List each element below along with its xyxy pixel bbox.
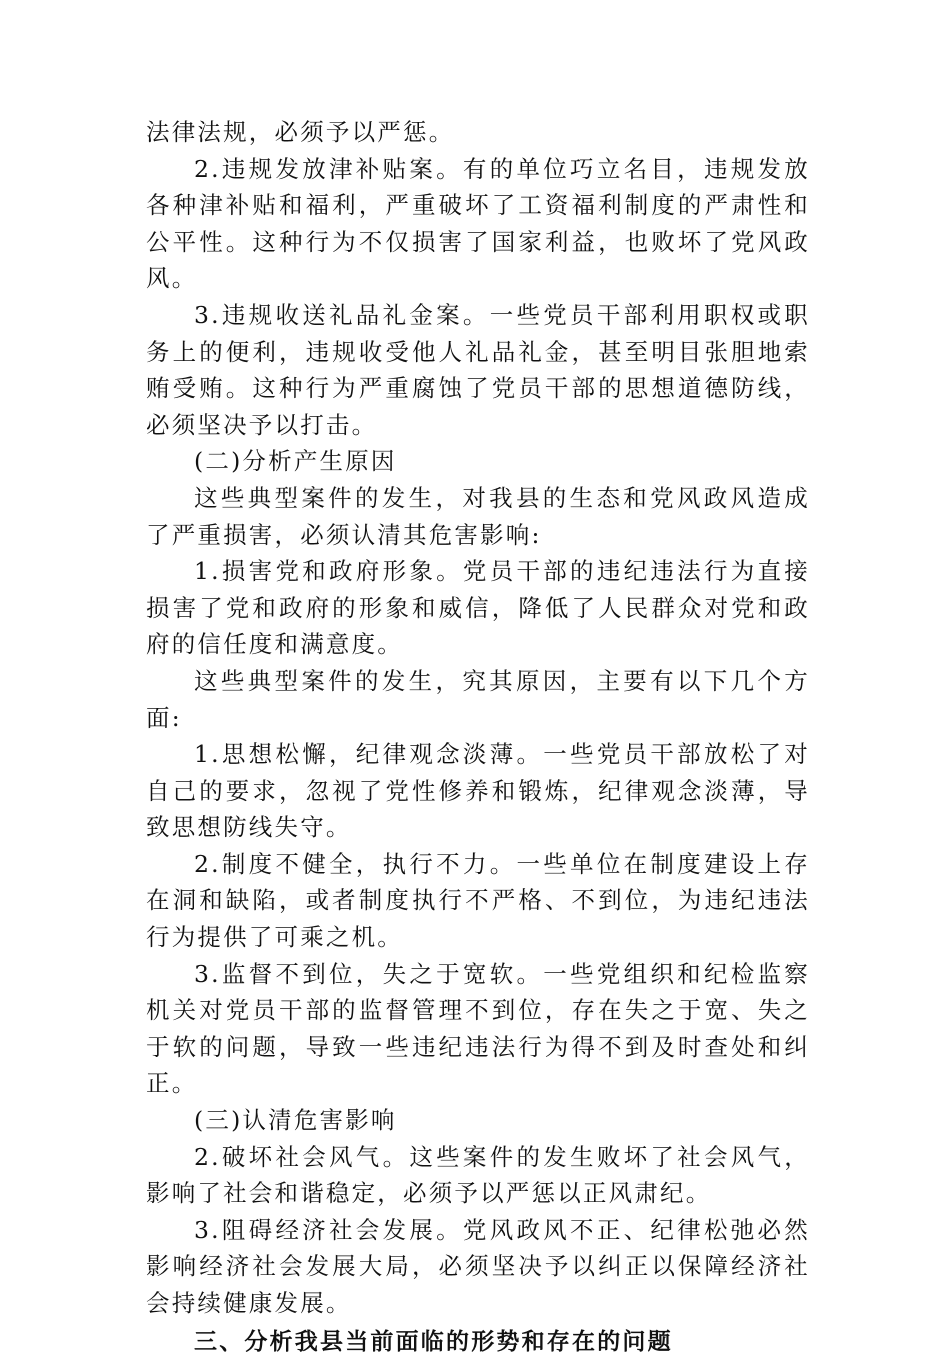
paragraph-harm-3: 3.阻碍经济社会发展。党风政风不正、纪律松弛必然影响经济社会发展大局，必须坚决予以纠正以保障经济社会持续健康发展。 (146, 1215, 810, 1317)
paragraph-cause-3: 3.监督不到位，失之于宽软。一些党组织和纪检监察机关对党员干部的监督管理不到位，存在失之于宽、失之于软的问题，导致一些违纪违法行为得不到及时查处和纠正。 (146, 959, 810, 1098)
paragraph-harm-1: 1.损害党和政府形象。党员干部的违纪违法行为直接损害了党和政府的形象和威信，降低了人民群众对党和政府的信任度和满意度。 (146, 557, 810, 659)
paragraph-case-2: 2.违规发放津补贴案。有的单位巧立名目，违规发放各种津补贴和福利，严重破坏了工资福利制度的严肃性和公平性。这种行为不仅损害了国家利益，也败坏了党风政风。 (146, 154, 810, 293)
document-page (146, 114, 810, 1360)
subheading-recognize-harm: (三)认清危害影响 (194, 1106, 397, 1135)
paragraph-harm-intro: 这些典型案件的发生，对我县的生态和党风政风造成了严重损害，必须认清其危害影响: (146, 483, 810, 549)
paragraph-cause-1: 1.思想松懈，纪律观念淡薄。一些党员干部放松了对自己的要求，忽视了党性修养和锻炼，纪律观念淡薄，导致思想防线失守。 (146, 740, 810, 842)
paragraph-cause-2: 2.制度不健全，执行不力。一些单位在制度建设上存在洞和缺陷，或者制度执行不严格、不到位，为违纪违法行为提供了可乘之机。 (146, 849, 810, 952)
paragraph-case-3: 3.违规收送礼品礼金案。一些党员干部利用职权或职务上的便利，违规收受他人礼品礼金，甚至明目张胆地索贿受贿。这种行为严重腐蚀了党员干部的思想道德防线，必须坚决予以打击。 (146, 300, 810, 439)
paragraph-causes-intro: 这些典型案件的发生，究其原因，主要有以下几个方面: (146, 666, 810, 732)
subheading-analyze-causes: (二)分析产生原因 (194, 447, 397, 476)
section-heading-3: 三、分析我县当前面临的形势和存在的问题 (194, 1328, 673, 1355)
paragraph-harm-2: 2.破坏社会风气。这些案件的发生败坏了社会风气，影响了社会和谐稳定，必须予以严惩以正风肃纪。 (146, 1142, 810, 1208)
paragraph-continuation: 法律法规，必须予以严惩。 (146, 118, 455, 146)
